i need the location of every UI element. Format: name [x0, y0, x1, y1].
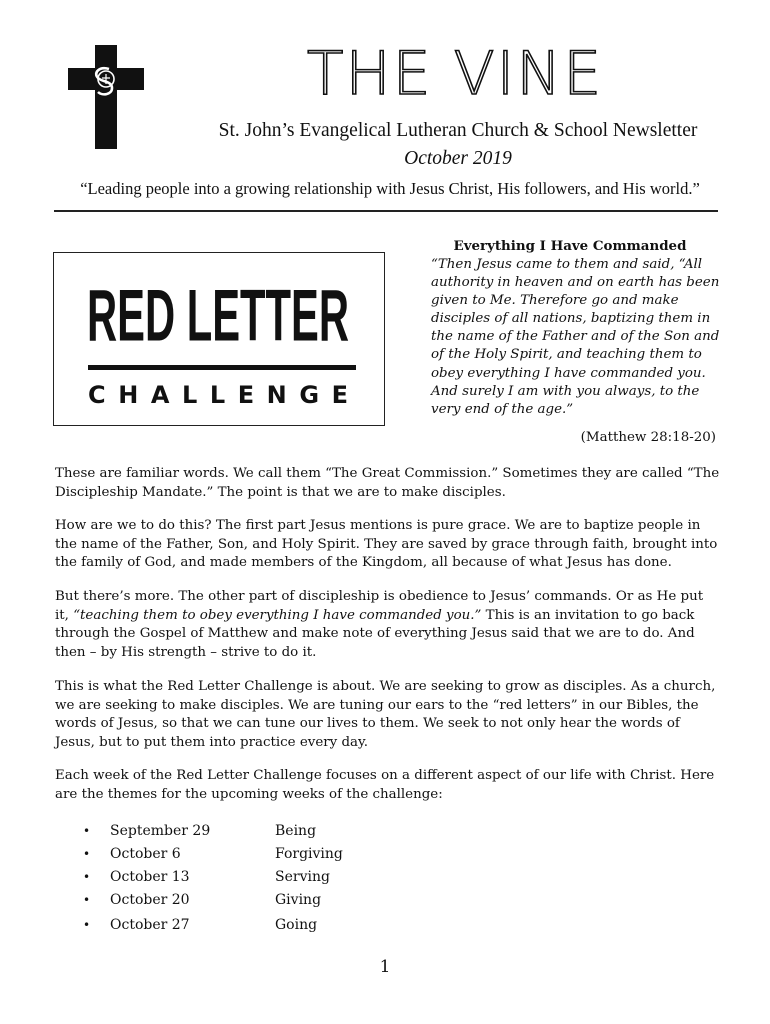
bullet-icon: • — [83, 893, 91, 907]
paragraph-obedience — [55, 588, 720, 662]
logo-text-red-letter: RED LETTER — [87, 275, 349, 357]
theme-name: Giving — [275, 892, 322, 908]
paragraph-grace: How are we to do this? The first part Jesus mentions is pure grace. We are to baptize people in the name of the Father, Son, and Holy Spirit. They are saved by grace through faith, brought into the family of God, and made members of the Kingdom, all because of what Jesus has done. — [55, 518, 718, 571]
theme-list-item — [0, 914, 770, 936]
paragraph-great-commission: These are familiar words. We call them “The Great Commission.” Sometimes they are called “The Discipleship Mandate.” The point is that we are to make disciples. — [55, 466, 720, 500]
mission-statement: “Leading people into a growing relationship with Jesus Christ, His followers, and His world.” — [80, 179, 700, 198]
theme-list-item — [0, 889, 770, 911]
church-cross-logo — [68, 45, 144, 149]
logo-underline — [88, 365, 356, 370]
theme-week-date: October 27 — [110, 917, 190, 933]
bullet-icon: • — [83, 824, 91, 838]
theme-name: Being — [275, 823, 317, 839]
theme-week-date: October 6 — [110, 846, 181, 862]
bullet-icon: • — [83, 918, 91, 932]
newsletter-title: THE VINE — [306, 39, 604, 109]
logo-text-challenge: CHALLENGE — [88, 381, 348, 409]
theme-list-item — [0, 820, 770, 842]
verse-reference: (Matthew 28:18-20) — [580, 430, 716, 445]
paragraph-obedience-quote: “teaching them to obey everything I have commanded you.” — [73, 607, 482, 623]
theme-week-date: September 29 — [110, 823, 211, 839]
paragraph-challenge-about: This is what the Red Letter Challenge is about. We are seeking to grow as disciples. As a church, we are seeking to make disciples. We are tuning our ears to the “red letters” in our Bibles, the words of Jesus, so that we can tune our lives to them. We seek to not only hear the words of Jesus, but to put them into practice every day. — [55, 679, 716, 750]
paragraph-weekly-themes: Each week of the Red Letter Challenge focuses on a different aspect of our life with Christ. Here are the themes for the upcoming weeks of the challenge: — [55, 768, 715, 802]
paragraph-obedience-start: But there’s more. The other part of discipleship is obedience to Jesus’ commands. Or as He put it, — [55, 589, 704, 623]
paragraph-obedience-end: This is an invitation to go back through the Gospel of Matthew and make note of everything Jesus said that we are to do. And then – by His strength – strive to do it. — [55, 607, 695, 660]
newsletter-subtitle: St. John’s Evangelical Lutheran Church & School Newsletter — [218, 120, 698, 141]
verse-text: “Then Jesus came to them and said, “All authority in heaven and on earth has been given to Me. Therefore go and make disciples of all nations, baptizing them in the name of the Father and of the Son and of the Holy Spirit, and teaching them to obey everything I have commanded you. And surely I am with you always, to the very end of the age.” — [431, 257, 720, 417]
page-number: 1 — [379, 957, 391, 977]
bullet-icon: • — [83, 847, 91, 861]
verse-heading: Everything I Have Commanded — [453, 238, 687, 254]
theme-week-date: October 20 — [110, 892, 190, 908]
issue-date: October 2019 — [404, 148, 512, 169]
theme-name: Serving — [275, 869, 330, 885]
theme-name: Forgiving — [275, 846, 343, 862]
theme-list-item — [0, 866, 770, 888]
theme-week-date: October 13 — [110, 869, 190, 885]
theme-list-item — [0, 843, 770, 865]
red-letter-challenge-logo — [53, 252, 385, 426]
bullet-icon: • — [83, 870, 91, 884]
header-divider — [54, 210, 718, 212]
theme-name: Going — [275, 917, 318, 933]
